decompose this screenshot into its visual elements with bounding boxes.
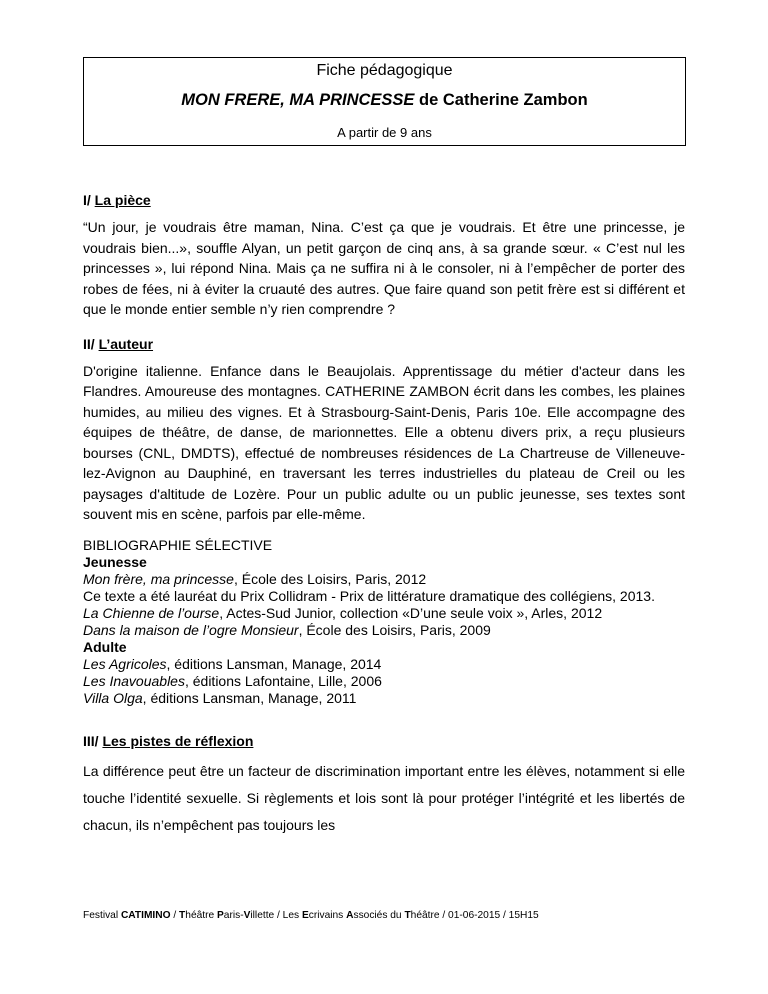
bibliography-title: BIBLIOGRAPHIE SÉLECTIVE [83, 536, 273, 553]
document-type: Fiche pédagogique [316, 62, 453, 79]
play-title [84, 91, 685, 110]
biblio-entry: Dans la maison de l’ogre Monsieur, École des Loisirs, Paris, 2009 [83, 621, 491, 638]
page-footer: Festival CATIMINO / Théâtre Paris-Villette / Les Ecrivains Associés du Théâtre / 01-06-2015 / 15H15 [83, 910, 539, 921]
biblio-entry: Villa Olga, éditions Lansman, Manage, 2011 [83, 689, 357, 706]
section-heading-piece: I/ La pièce [83, 192, 151, 208]
biblio-entry: La Chienne de l’ourse, Actes-Sud Junior, collection «D’une seule voix », Arles, 2012 [83, 604, 603, 621]
biblio-entry: Les Agricoles, éditions Lansman, Manage, 2014 [83, 655, 382, 672]
play-title-italic: MON FRERE, MA PRINCESSE [181, 91, 415, 109]
biblio-note: Ce texte a été lauréat du Prix Collidram - Prix de littérature dramatique des collégiens, 2013. [83, 587, 655, 604]
adulte-label: Adulte [83, 638, 127, 655]
play-author: de Catherine Zambon [414, 91, 588, 109]
bibliography [83, 537, 685, 707]
biblio-entry: Mon frère, ma princesse, École des Loisirs, Paris, 2012 [83, 570, 427, 587]
section-text-piece: “Un jour, je voudrais être maman, Nina. C’est ça que je voudrais. Et être une princesse, je voudrais bien...», souffle Alyan, un petit garçon de cinq ans, à sa grande sœur. « C’est nul les princesses », lui répond Nina. Mais ça ne suffira ni à le consoler, ni à l’empêcher de porter des robes de fées, ni à éviter la cruauté des autres. Que faire quand son petit frère est si différent et que le monde entier semble n’y rien comprendre ? [83, 219, 685, 317]
content [83, 191, 685, 839]
title-box [83, 57, 686, 146]
section-text-auteur: D'origine italienne. Enfance dans le Beaujolais. Apprentissage du métier d'acteur dans les Flandres. Amoureuse des montagnes. CATHERINE ZAMBON écrit dans les combes, les plaines humides, au milieu des vignes. Et à Strasbourg-Saint-Denis, Paris 10e. Elle accompagne des équipes de théâtre, de danse, de marionnettes. Elle a obtenu divers prix, a reçu plusieurs bourses (CNL, DMDTS), effectué de nombreuses résidences de La Chartreuse de Villeneuve-lez-Avignon au Dauphiné, en traversant les terres industrielles du plateau de Creil ou les paysages d'altitude de Lozère. Pour un public adulte ou un public jeunesse, ses textes sont souvent mis en scène, parfois par elle-même. [83, 362, 685, 522]
age-range: A partir de 9 ans [337, 125, 432, 140]
section-heading-auteur: II/ L’auteur [83, 335, 154, 352]
jeunesse-label: Jeunesse [83, 553, 147, 570]
biblio-entry: Les Inavouables, éditions Lafontaine, Lille, 2006 [83, 672, 382, 689]
section-text-pistes: La différence peut être un facteur de discrimination important entre les élèves, notamment si elle touche l’identité sexuelle. Si règlements et lois sont là pour protéger l’intégrité et les libertés de chacun, ils n’empêchent pas toujours les [83, 762, 685, 834]
section-heading-pistes: III/ Les pistes de réflexion [83, 732, 254, 749]
